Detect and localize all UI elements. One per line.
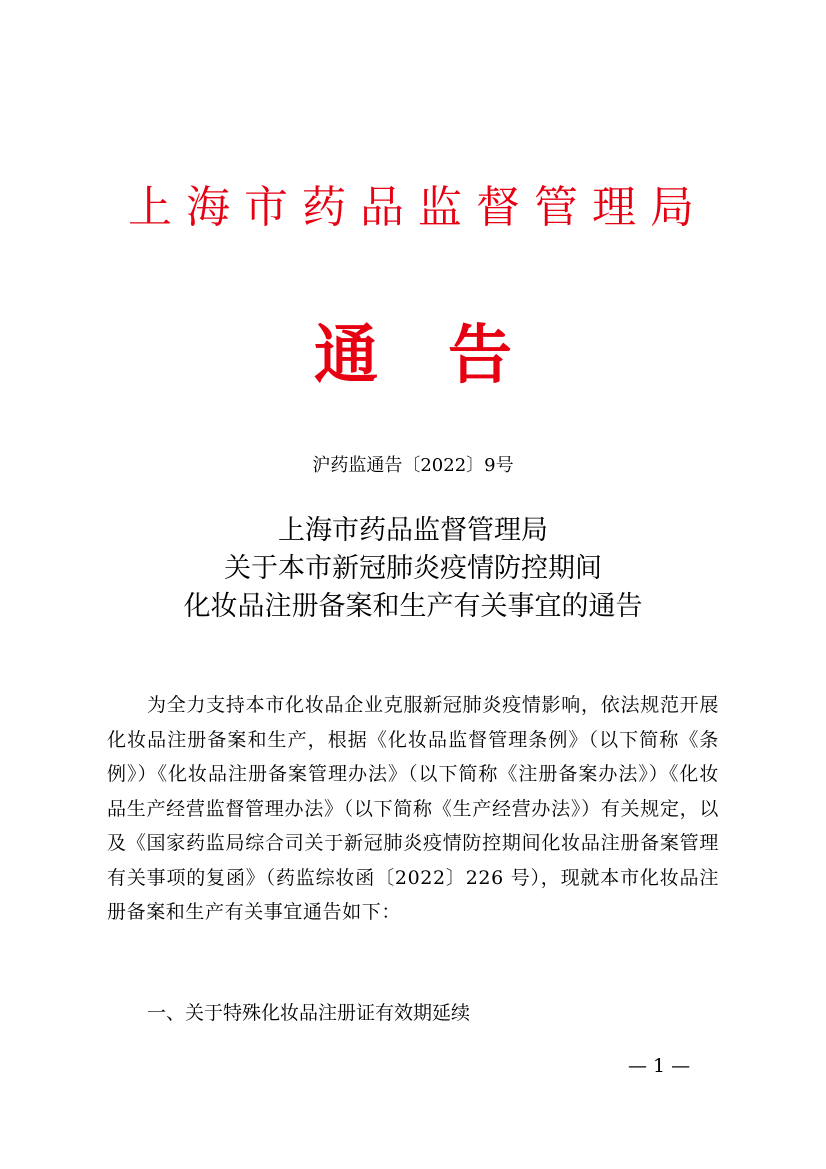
document-heading-line-2: 关于本市新冠肺炎疫情防控期间 [224, 553, 602, 584]
notice-title [0, 316, 826, 396]
section-1-heading: 一、关于特殊化妆品注册证有效期延续 [147, 1002, 471, 1024]
agency-title: 上海市药品监督管理局 [128, 182, 708, 233]
document-number: 沪药监通告〔2022〕9号 [312, 455, 514, 476]
document-heading-line-1: 上海市药品监督管理局 [278, 515, 548, 546]
body-paragraph: 为全力支持本市化妆品企业克服新冠肺炎疫情影响，依法规范开展化妆品注册备案和生产，根据《化妆品监督管理条例》（以下简称《条例》）《化妆品注册备案管理办法》（以下简称《注册备案办法》）《化妆品生产经营监督管理办法》（以下简称《生产经营办法》）有关规定，以及《国家药监局综合司关于新冠肺炎疫情防控期间化妆品注册备案管理有关事项的复函》（药监综妆函〔2022〕226 号），现就本市化妆品注册备案和生产有关事宜通告如下： [107, 694, 719, 923]
notice-title-char-2: 告 [448, 319, 512, 393]
page-number: — 1 — [628, 1055, 691, 1077]
document-heading-line-3: 化妆品注册备案和生产有关事宜的通告 [183, 591, 643, 622]
document-heading [0, 512, 826, 626]
notice-title-char-1: 通 [314, 319, 378, 393]
